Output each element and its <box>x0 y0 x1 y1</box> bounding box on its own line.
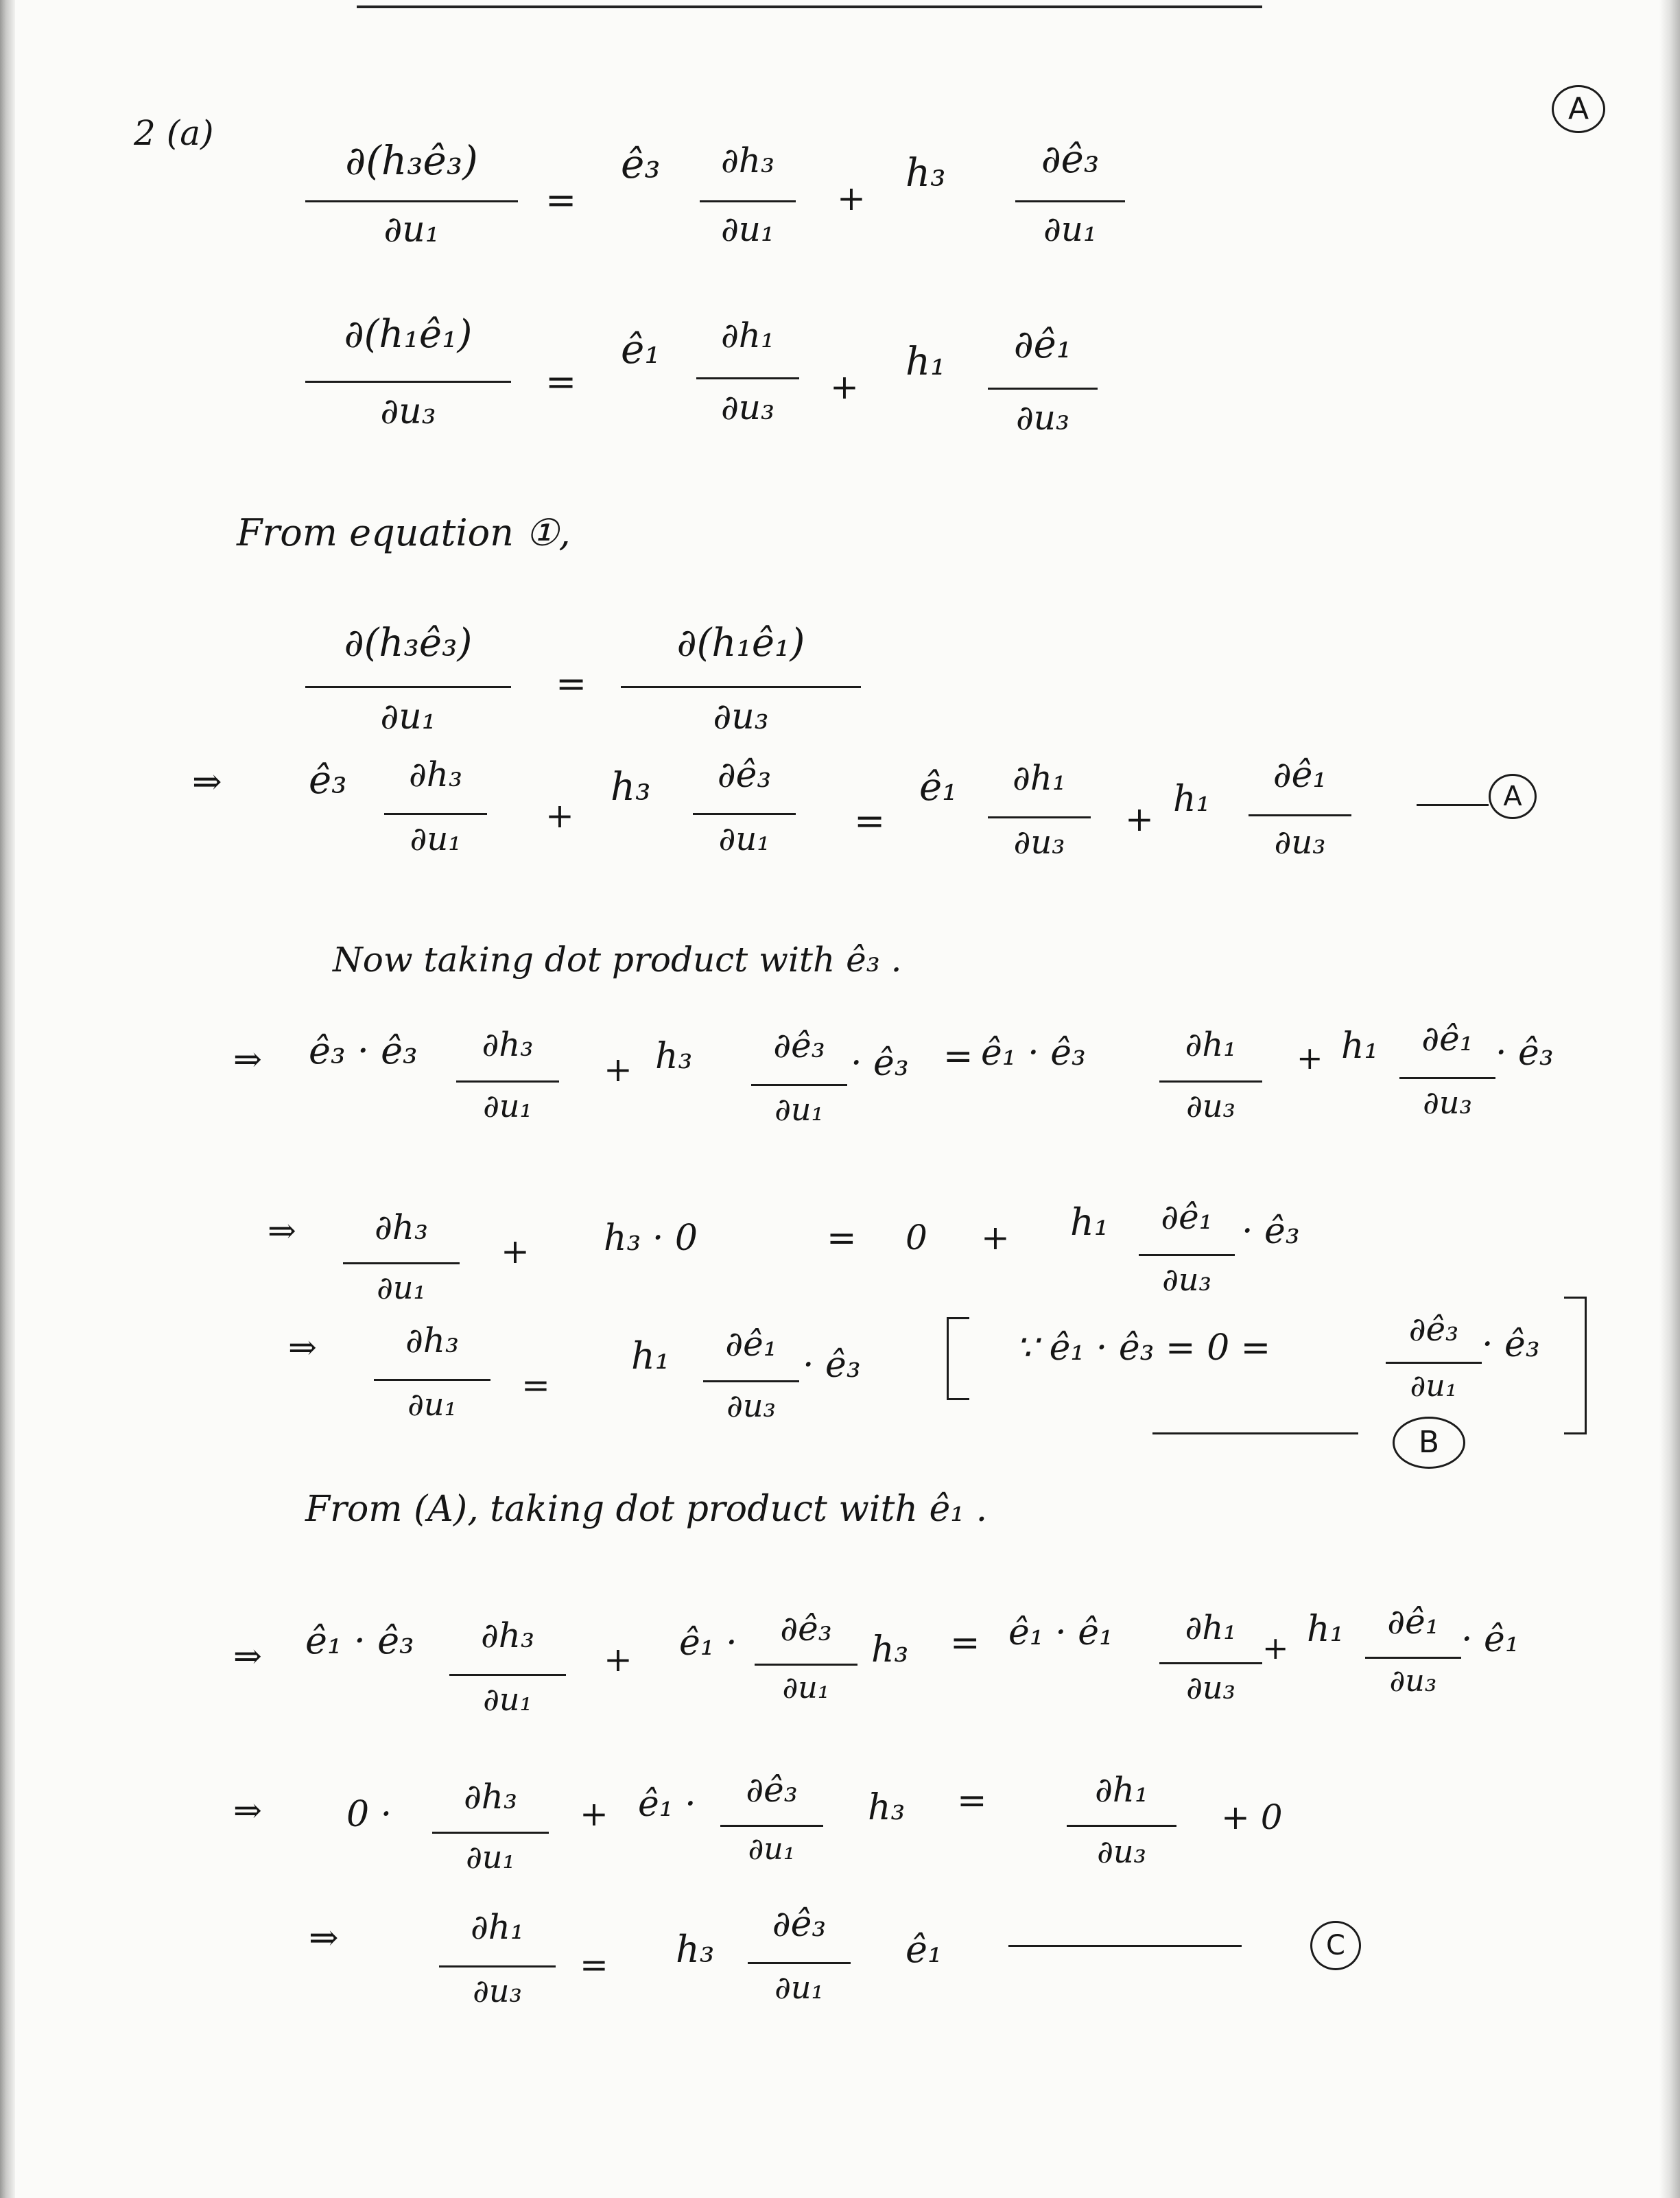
eq10-lhs-numerator: ∂h₁ <box>470 1907 525 1947</box>
eq8-plus-2: + <box>1262 1629 1289 1666</box>
eq7-equals: = <box>521 1365 550 1405</box>
eq8-term3-denominator: ∂u₃ <box>1186 1669 1235 1706</box>
eq10-rhs-numerator: ∂ê₃ <box>772 1904 827 1945</box>
eq10-lhs-fraction <box>439 1893 556 2037</box>
eq1-plus: + <box>837 178 866 218</box>
eq4-term2-coef: h₃ <box>611 765 651 810</box>
eq1-term2-fraction <box>1015 123 1125 261</box>
eq7-lhs-fraction <box>374 1307 490 1444</box>
eq8-term4-numerator: ∂ê₁ <box>1387 1602 1439 1642</box>
eq6-term1-numerator: ∂h₃ <box>374 1207 429 1247</box>
eq5-term4-tail: · ê₃ <box>1495 1032 1554 1074</box>
eq7-lhs-numerator: ∂h₃ <box>405 1321 460 1360</box>
eq2-term1-fraction <box>696 302 799 446</box>
eq2-term2-fraction <box>988 302 1098 446</box>
eq5-term2-denominator: ∂u₁ <box>774 1091 824 1128</box>
eq4-term4-fraction <box>1249 737 1351 882</box>
eq4-tag-dash <box>1417 804 1489 806</box>
eq4-equals: = <box>854 799 886 842</box>
eq8-term2-fraction <box>755 1595 857 1732</box>
eq2-lhs-fraction <box>305 292 511 442</box>
eq5-plus-2: + <box>1297 1039 1323 1076</box>
eq9-term3-numerator: ∂h₁ <box>1094 1770 1149 1810</box>
eq1-lhs-numerator: ∂(h₃ê₃) <box>345 137 478 184</box>
eq4-term1-coef: ê₃ <box>309 758 347 803</box>
eq2-term2-coef: h₁ <box>906 340 946 384</box>
eq4-term3-fraction <box>988 744 1091 882</box>
eq5-term4-numerator: ∂ê₁ <box>1421 1019 1474 1059</box>
eq5-term3-denominator: ∂u₃ <box>1186 1087 1235 1124</box>
eq5-term2-fraction <box>751 1012 847 1149</box>
eq4-term1-fraction <box>384 741 487 878</box>
eq5-term1-numerator: ∂h₃ <box>482 1026 534 1064</box>
text-from-equation-1: From equation ①, <box>237 511 571 554</box>
eq6-term4-denominator: ∂u₃ <box>1162 1261 1211 1298</box>
eq4-term2-denominator: ∂u₁ <box>718 820 770 858</box>
eq7-rhs-denominator: ∂u₃ <box>726 1387 776 1424</box>
eq1-term1-fraction <box>700 123 796 261</box>
eq6-plus-1: + <box>501 1231 530 1271</box>
eq9-tail: + 0 <box>1221 1797 1283 1837</box>
eq5-term1-fraction <box>456 1015 559 1146</box>
eq1-term2-denominator: ∂u₁ <box>1043 209 1098 249</box>
eq10-tag-dash <box>1008 1945 1242 1947</box>
eq5-term1-coef: ê₃ · ê₃ <box>309 1029 418 1072</box>
eq9-implies-arrow: ⇒ <box>233 1791 262 1830</box>
eq9-term1-fraction <box>432 1763 549 1900</box>
eq5-term2-coef: h₃ <box>655 1036 693 1077</box>
eq10-tag-circle <box>1310 1921 1361 1970</box>
eq8-plus-1: + <box>604 1640 632 1679</box>
eq7-note-left-bracket <box>947 1317 969 1400</box>
eq5-term4-fraction <box>1399 1002 1495 1146</box>
eq2-equals: = <box>545 360 577 403</box>
eq7-rhs-coef: h₁ <box>631 1334 670 1378</box>
eq8-term2-tail: h₃ <box>871 1629 909 1670</box>
eq1-term2-numerator: ∂ê₃ <box>1041 137 1100 182</box>
eq1-term2-coef: h₃ <box>906 151 946 196</box>
eq4-term3-coef: ê₁ <box>919 765 958 810</box>
eq2-lhs-numerator: ∂(h₁ê₁) <box>344 312 473 357</box>
eq6-equals: = <box>827 1218 857 1259</box>
eq5-plus-1: + <box>604 1050 632 1089</box>
eq7-rhs-fraction <box>703 1310 799 1447</box>
text-from-A: From (A), taking dot product with ê₁ . <box>305 1489 988 1530</box>
eq9-term2-numerator: ∂ê₃ <box>746 1770 798 1810</box>
eq9-term3-fraction <box>1067 1756 1176 1900</box>
eq1-term1-coef: ê₃ <box>621 141 661 187</box>
eq10-rhs-coef: h₃ <box>676 1928 715 1971</box>
eq1-lhs-fraction <box>305 123 518 261</box>
eq3-rhs-numerator: ∂(h₁ê₁) <box>676 621 805 665</box>
page-label-circle <box>1552 85 1605 133</box>
eq1-term1-denominator: ∂u₁ <box>720 209 775 249</box>
eq6-term4-tail: · ê₃ <box>1242 1211 1300 1252</box>
eq5-term2-tail: · ê₃ <box>851 1043 909 1084</box>
eq5-term4-denominator: ∂u₃ <box>1423 1084 1472 1121</box>
eq8-term4-coef: h₁ <box>1307 1609 1345 1650</box>
eq4-term2-numerator: ∂ê₃ <box>717 755 772 796</box>
eq2-plus: + <box>830 367 859 407</box>
eq8-term3-numerator: ∂h₁ <box>1185 1609 1237 1647</box>
eq6-term4-fraction <box>1139 1180 1235 1324</box>
eq4-term1-denominator: ∂u₁ <box>410 820 462 858</box>
eq4-term4-coef: h₁ <box>1173 779 1211 820</box>
eq7-note-tail: · ê₃ <box>1482 1324 1540 1365</box>
eq10-rhs-fraction <box>748 1890 851 2034</box>
eq7-lhs-denominator: ∂u₁ <box>407 1386 457 1423</box>
eq5-equals: = <box>943 1036 973 1077</box>
eq8-equals: = <box>950 1622 980 1664</box>
eq1-term1-numerator: ∂h₃ <box>720 141 775 180</box>
eq2-term2-numerator: ∂ê₁ <box>1013 322 1072 367</box>
eq5-term3-coef: ê₁ · ê₃ <box>981 1032 1086 1074</box>
eq7-tag: B <box>1418 1425 1440 1460</box>
eq4-implies-arrow: ⇒ <box>192 761 222 803</box>
eq10-implies-arrow: ⇒ <box>309 1917 339 1959</box>
eq7-note-right-bracket <box>1564 1297 1587 1434</box>
eq5-term3-numerator: ∂h₁ <box>1185 1026 1237 1064</box>
eq8-term1-coef: ê₁ · ê₃ <box>305 1619 414 1662</box>
eq10-lhs-denominator: ∂u₃ <box>473 1972 522 2009</box>
eq10-rhs-tail: ê₁ <box>906 1928 943 1971</box>
eq3-rhs-denominator: ∂u₃ <box>713 696 769 737</box>
eq2-lhs-denominator: ∂u₃ <box>380 391 436 432</box>
eq3-lhs-denominator: ∂u₁ <box>380 696 436 737</box>
eq4-term3-numerator: ∂h₁ <box>1012 758 1067 798</box>
eq9-term2-denominator: ∂u₁ <box>748 1832 796 1867</box>
eq8-term3-coef: ê₁ · ê₁ <box>1008 1612 1113 1653</box>
eq6-term1-denominator: ∂u₁ <box>377 1269 426 1306</box>
eq8-term2-numerator: ∂ê₃ <box>780 1609 832 1648</box>
page-label: A <box>1567 91 1589 126</box>
eq4-term3-denominator: ∂u₃ <box>1013 823 1065 862</box>
eq6-zero: 0 <box>906 1218 927 1257</box>
page-edge-left <box>0 0 15 2198</box>
eq2-term1-denominator: ∂u₃ <box>720 388 775 427</box>
top-ruled-line <box>357 5 1262 8</box>
eq9-term1-coef: 0 · <box>346 1794 392 1835</box>
eq9-term3-denominator: ∂u₃ <box>1097 1833 1146 1870</box>
eq7-note-because: ∵ ê₁ · ê₃ = 0 = <box>1015 1327 1271 1369</box>
eq10-equals: = <box>580 1945 608 1985</box>
eq8-implies-arrow: ⇒ <box>233 1636 262 1676</box>
eq8-term1-numerator: ∂h₃ <box>480 1616 535 1655</box>
text-dot-product-e3: Now taking dot product with ê₃ . <box>333 940 902 980</box>
eq9-term2-tail: h₃ <box>868 1787 906 1828</box>
eq7-note-denominator: ∂u₁ <box>1410 1369 1458 1404</box>
eq5-term2-numerator: ∂ê₃ <box>773 1026 825 1065</box>
eq3-equals: = <box>556 662 587 705</box>
page-edge-right <box>1659 0 1680 2198</box>
eq6-middle-term: h₃ · 0 <box>604 1218 698 1259</box>
eq9-equals: = <box>957 1780 987 1821</box>
eq10-rhs-denominator: ∂u₁ <box>774 1969 824 2006</box>
eq8-term4-tail: · ê₁ <box>1461 1619 1519 1660</box>
eq9-term1-denominator: ∂u₁ <box>466 1839 515 1876</box>
eq4-term2-fraction <box>693 741 796 878</box>
eq8-term1-fraction <box>449 1602 566 1739</box>
eq5-implies-arrow: ⇒ <box>233 1039 262 1079</box>
eq7-implies-arrow: ⇒ <box>288 1327 317 1367</box>
eq6-plus-2: + <box>981 1218 1010 1257</box>
eq7-tag-underline <box>1152 1432 1358 1434</box>
eq7-note-fraction <box>1386 1300 1482 1430</box>
eq1-lhs-denominator: ∂u₁ <box>383 209 440 250</box>
eq3-rhs-fraction <box>621 604 861 755</box>
eq8-term2-denominator: ∂u₁ <box>782 1670 830 1705</box>
eq3-lhs-fraction <box>305 604 511 755</box>
eq6-term4-coef: h₁ <box>1070 1201 1109 1244</box>
eq4-plus-1: + <box>545 796 574 836</box>
eq4-term1-numerator: ∂h₃ <box>408 755 463 794</box>
eq7-note-numerator: ∂ê₃ <box>1408 1310 1459 1349</box>
eq4-tag: A <box>1503 781 1522 812</box>
eq4-plus-2: + <box>1125 799 1154 839</box>
eq9-term2-fraction <box>720 1756 823 1893</box>
eq8-term4-denominator: ∂u₃ <box>1389 1664 1437 1699</box>
eq4-term4-denominator: ∂u₃ <box>1274 823 1326 862</box>
eq7-rhs-numerator: ∂ê₁ <box>725 1324 777 1364</box>
eq6-implies-arrow: ⇒ <box>268 1211 296 1251</box>
eq4-term4-numerator: ∂ê₁ <box>1273 755 1327 796</box>
eq5-term4-coef: h₁ <box>1341 1026 1379 1067</box>
eq9-term1-numerator: ∂h₃ <box>463 1777 518 1817</box>
eq3-lhs-numerator: ∂(h₃ê₃) <box>344 621 473 665</box>
eq10-tag: C <box>1326 1930 1345 1961</box>
question-label: 2 (a) <box>134 113 214 153</box>
eq9-term2-coef: ê₁ · <box>638 1784 696 1825</box>
eq2-term1-coef: ê₁ <box>621 326 661 373</box>
eq8-term4-fraction <box>1365 1585 1461 1729</box>
eq5-term1-denominator: ∂u₁ <box>483 1087 532 1124</box>
eq6-term4-numerator: ∂ê₁ <box>1161 1197 1213 1237</box>
eq8-term3-fraction <box>1159 1595 1262 1732</box>
eq7-rhs-tail: · ê₃ <box>803 1345 861 1386</box>
eq2-term1-numerator: ∂h₁ <box>720 316 775 355</box>
eq2-term2-denominator: ∂u₃ <box>1015 398 1070 438</box>
eq5-term3-fraction <box>1159 1012 1262 1149</box>
eq8-term2-coef: ê₁ · <box>679 1622 737 1664</box>
eq1-equals: = <box>545 178 577 222</box>
eq4-tag-circle <box>1489 774 1537 819</box>
eq8-term1-denominator: ∂u₁ <box>483 1681 532 1718</box>
eq7-tag-circle <box>1393 1417 1465 1469</box>
eq9-plus-1: + <box>580 1794 608 1834</box>
